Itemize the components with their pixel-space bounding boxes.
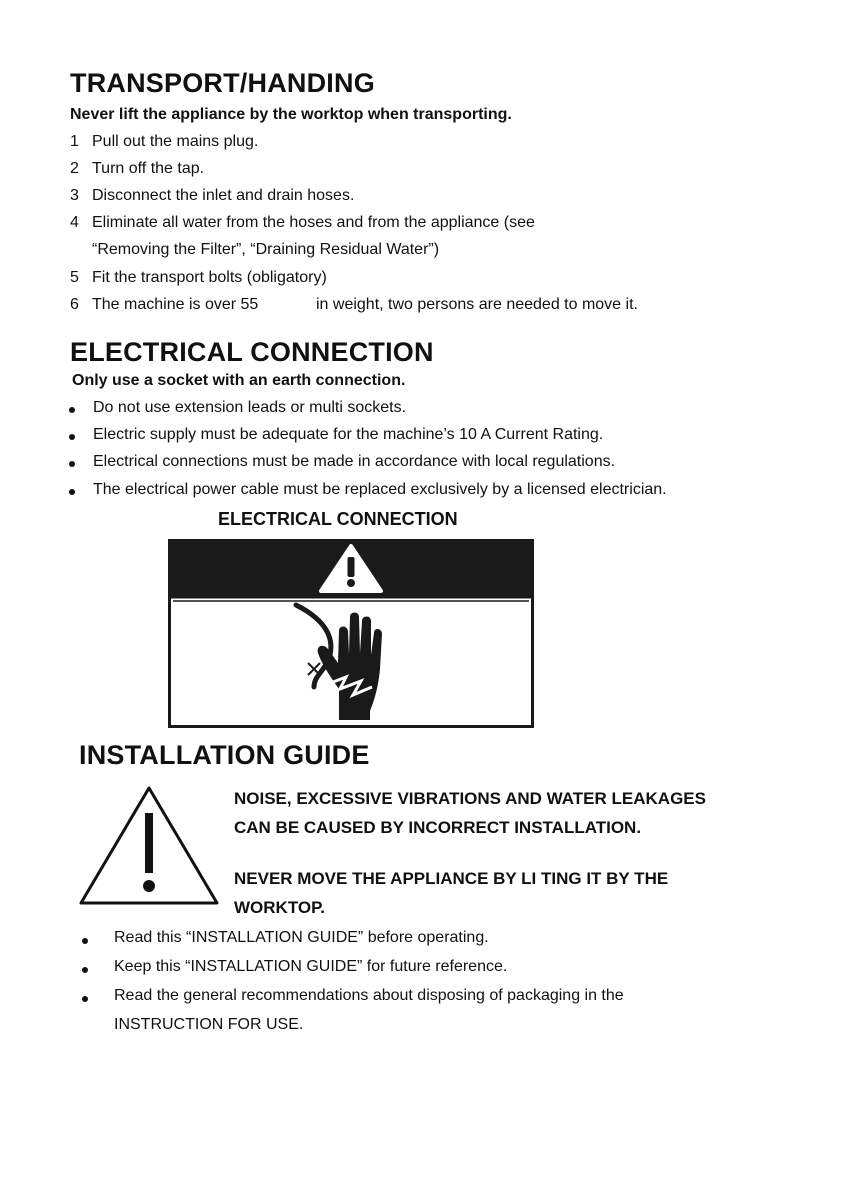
step-number: 3 [70,187,79,204]
bullet-icon [82,938,88,944]
step-text: Disconnect the inlet and drain hoses. [92,187,355,204]
step-number: 2 [70,160,79,177]
step-number: 6 [70,296,79,313]
step-number: 5 [70,269,79,286]
transport-step-6-continued: in weight, two persons are needed to move it. [316,296,638,313]
step-text: Pull out the mains plug. [92,133,259,150]
bullet-icon [69,489,75,495]
installation-bullet-2: Keep this “INSTALLATION GUIDE” for future reference. [114,958,508,975]
caution-noise-line-2: CAN BE CAUSED BY INCORRECT INSTALLATION. [234,818,642,837]
caution-lifting-line-2: WORKTOP. [234,898,325,917]
step-text: Turn off the tap. [92,160,205,177]
installation-bullet-3-continued: INSTRUCTION FOR USE. [114,1016,304,1033]
electrical-warning: Only use a socket with an earth connection. [72,372,406,389]
bullet-icon [69,461,75,467]
transport-title: TRANSPORT/HANDING [70,68,375,98]
step-text: The machine is over 55 [92,296,259,313]
step-text: Fit the transport bolts (obligatory) [92,269,327,286]
transport-step-4-continued: “Removing the Filter”, “Draining Residual Water”) [92,241,440,258]
installation-bullet-1: Read this “INSTALLATION GUIDE” before operating. [114,929,489,946]
bullet-icon [82,996,88,1002]
bullet-icon [69,407,75,413]
step-text: Eliminate all water from the hoses and from the appliance (see [92,214,535,231]
electrical-bullet-3: Electrical connections must be made in accordance with local regulations. [93,453,616,470]
transport-step-6 [70,296,258,314]
step-number: 1 [70,133,79,150]
transport-warning: Never lift the appliance by the worktop when transporting. [70,106,512,123]
installation-bullet-3: Read the general recommendations about disposing of packaging in the [114,987,624,1004]
transport-step-4 [70,214,535,232]
electrical-title: ELECTRICAL CONNECTION [70,337,434,367]
transport-step-1 [70,133,258,151]
transport-step-3 [70,187,354,205]
bullet-icon [82,967,88,973]
electrical-shock-warning-sign [168,539,534,728]
bullet-icon [69,434,75,440]
electrical-bullet-2: Electric supply must be adequate for the machine’s 10 A Current Rating. [93,426,604,443]
transport-step-2 [70,160,204,178]
figure-title: ELECTRICAL CONNECTION [218,509,458,529]
caution-noise-line-1: NOISE, EXCESSIVE VIBRATIONS AND WATER LEAKAGES [234,789,706,808]
step-number: 4 [70,214,79,231]
electrical-bullet-1: Do not use extension leads or multi sockets. [93,399,407,416]
caution-lifting-line-1: NEVER MOVE THE APPLIANCE BY LI TING IT BY THE [234,869,669,888]
caution-triangle-icon [78,785,220,906]
transport-step-5 [70,269,327,287]
electrical-bullet-4: The electrical power cable must be replaced exclusively by a licensed electrician. [93,481,667,498]
installation-title: INSTALLATION GUIDE [79,740,370,770]
